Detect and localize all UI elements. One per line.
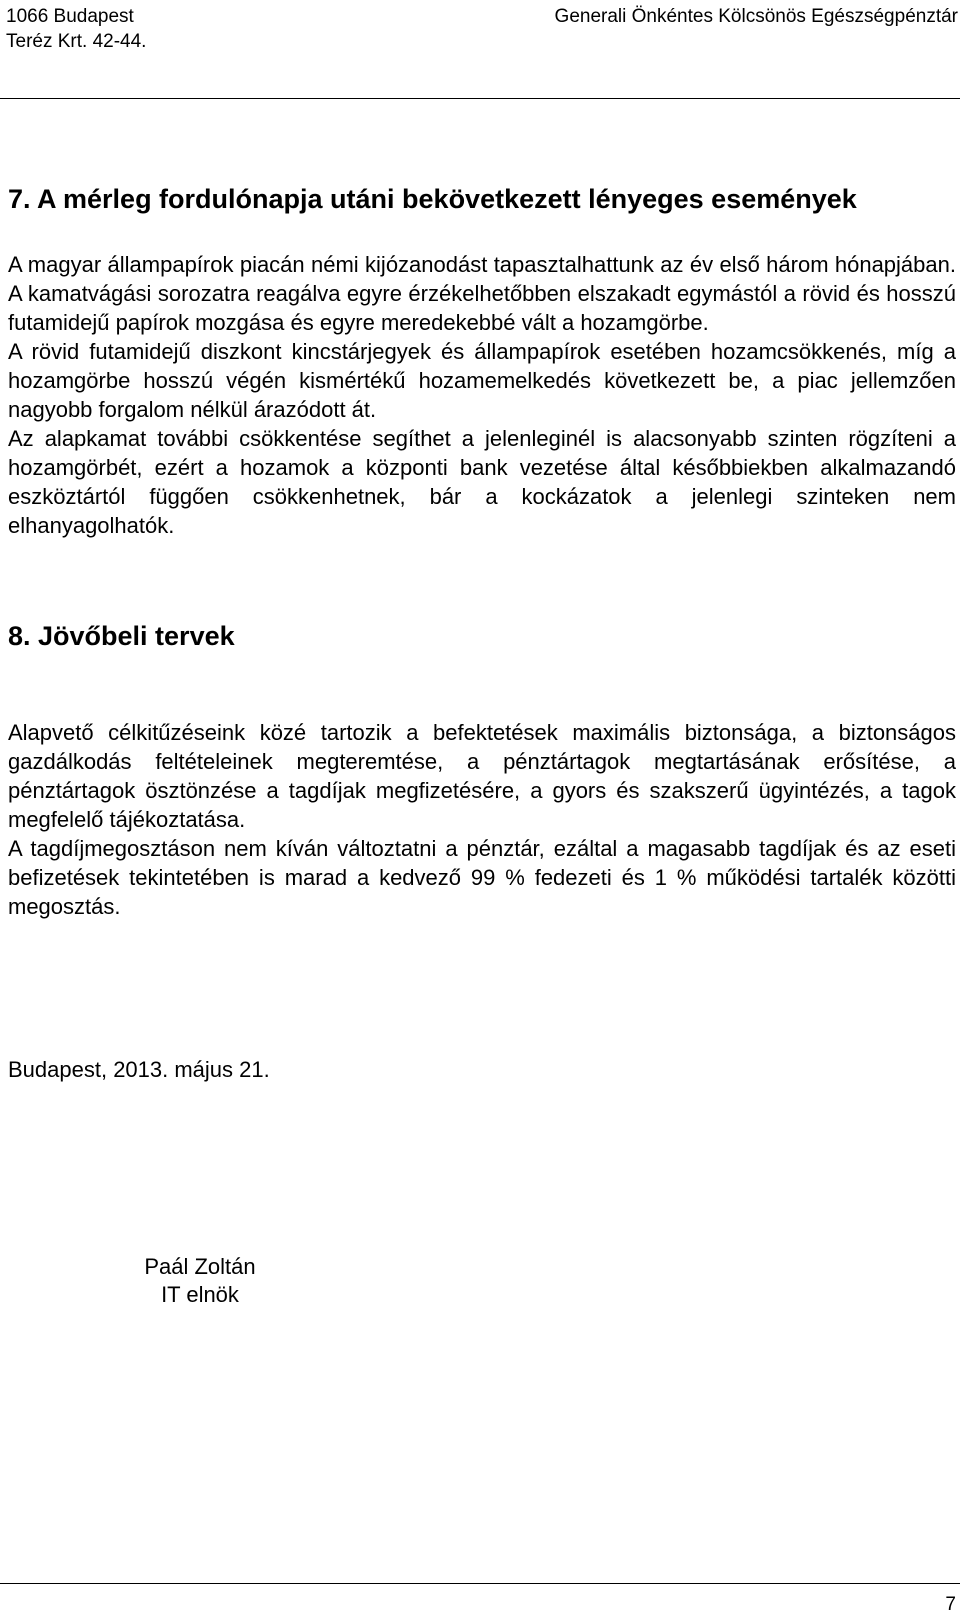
section-7-paragraph-1: A magyar állampapírok piacán némi kijózanodást tapasztalhattunk az év első három hónapjában. A kamatvágási sorozatra reagálva egyre érzékelhetőbben elszakadt egymástól a rövid és hosszú futamidejű papírok mozgása és egyre meredekebbé vált a hozamgörbe.	[8, 252, 956, 335]
section-7-paragraph-3: Az alapkamat további csökkentése segíthet a jelenleginél is alacsonyabb szinten rögzíteni a hozamgörbét, ezért a hozamok a központi bank vezetése által későbbiekben alkalmazandó eszköztártól függően csökkenhetnek, bár a kockázatok a jelenlegi szinteken nem elhanyagolhatók.	[8, 426, 956, 538]
section-8-paragraph-2: A tagdíjmegosztáson nem kíván változtatni a pénztár, ezáltal a magasabb tagdíjak és az eseti befizetések tekintetében is marad a kedvező 99 % fedezeti és 1 % működési tartalék közötti megosztás.	[8, 836, 956, 919]
header-organization: Generali Önkéntes Kölcsönös Egészségpénztár	[554, 6, 958, 27]
page-number: 7	[945, 1594, 956, 1615]
header-divider	[0, 98, 960, 99]
section-7-body	[8, 250, 956, 540]
header-address-line1: 1066 Budapest	[6, 6, 134, 27]
signature-name: Paál Zoltán	[144, 1254, 256, 1279]
footer-divider	[0, 1583, 960, 1584]
signature-title: IT elnök	[161, 1282, 239, 1307]
header-address	[6, 4, 146, 54]
header-address-line2: Teréz Krt. 42-44.	[6, 31, 147, 52]
section-7-title: 7. A mérleg fordulónapja utáni bekövetkezett lényeges események	[8, 184, 857, 214]
place-date: Budapest, 2013. május 21.	[8, 1057, 270, 1082]
signature-block	[135, 1253, 265, 1309]
section-8-title: 8. Jövőbeli tervek	[8, 621, 235, 651]
section-8-body	[8, 718, 956, 921]
section-7-paragraph-2: A rövid futamidejű diszkont kincstárjegyek és állampapírok esetében hozamcsökkenés, míg a hozamgörbe hosszú végén kismértékű hozamemelkedés következett be, a piac jellemzően nagyobb forgalom nélkül árazódott át.	[8, 339, 956, 422]
section-8-paragraph-1: Alapvető célkitűzéseink közé tartozik a befektetések maximális biztonsága, a biztonságos gazdálkodás feltételeinek megteremtése, a pénztártagok megtartásának erősítése, a pénztártagok ösztönzése a tagdíjak megfizetésére, a gyors és szakszerű ügyintézés, a tagok megfelelő tájékoztatása.	[8, 720, 956, 832]
